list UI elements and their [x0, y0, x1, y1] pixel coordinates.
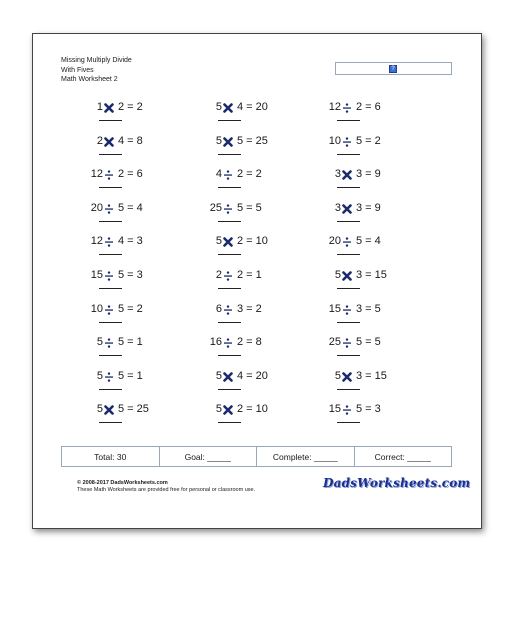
- answer-blank[interactable]: [218, 422, 241, 423]
- total-cell: Total: 30: [62, 447, 160, 466]
- answer-blank[interactable]: [99, 389, 122, 390]
- worksheet-page: [32, 33, 482, 529]
- operand-b-result: 2 = 2: [118, 101, 143, 113]
- result: 2: [255, 302, 262, 315]
- operand-b-result: 3 = 5: [356, 302, 381, 315]
- answer-blank[interactable]: [337, 154, 360, 155]
- answer-blank[interactable]: [218, 355, 241, 356]
- operand-a: 25: [209, 201, 222, 214]
- result: 15: [374, 269, 387, 281]
- operand-a: 15: [328, 302, 341, 315]
- divide-icon: [104, 236, 114, 248]
- operand-b-result: 5 = 4: [118, 201, 143, 214]
- equation: [200, 235, 284, 249]
- answer-blank[interactable]: [337, 254, 360, 255]
- problem-item: [81, 269, 165, 295]
- operand-a: 3: [334, 168, 341, 181]
- answer-blank[interactable]: [218, 254, 241, 255]
- operand-b: 5: [118, 369, 125, 382]
- title-line-1: Missing Multiply Divide: [61, 57, 132, 64]
- operand-b: 5: [237, 201, 244, 214]
- operand-a: 5: [96, 336, 103, 349]
- result: 25: [136, 403, 149, 416]
- answer-blank[interactable]: [99, 187, 122, 188]
- equation: [319, 370, 403, 384]
- result: 9: [374, 201, 381, 214]
- operand-a: 12: [90, 168, 103, 181]
- equation: [81, 135, 165, 149]
- answer-blank[interactable]: [337, 355, 360, 356]
- operand-b-result: 5 = 25: [237, 134, 268, 147]
- equation: [81, 336, 165, 350]
- operand-b-result: 5 = 2: [356, 134, 381, 147]
- divide-icon: [104, 337, 114, 349]
- operand-a: 20: [328, 235, 341, 248]
- operand-b: 3: [356, 302, 363, 315]
- operand-b: 2: [237, 403, 244, 416]
- operand-b-result: 4 = 20: [237, 369, 268, 382]
- result: 2: [136, 101, 143, 113]
- operand-a: 5: [215, 235, 222, 248]
- multiply-icon: [223, 371, 233, 383]
- divide-icon: [104, 304, 114, 316]
- result: 1: [255, 269, 262, 281]
- problem-item: [319, 269, 403, 295]
- equation: [319, 101, 403, 115]
- divide-icon: [342, 304, 352, 316]
- answer-blank[interactable]: [99, 322, 122, 323]
- operand-b: 5: [356, 134, 363, 147]
- equation: [319, 135, 403, 149]
- problem-item: [200, 101, 284, 127]
- operand-a: 20: [90, 201, 103, 214]
- operand-b: 2: [237, 269, 244, 281]
- operand-b: 4: [118, 235, 125, 248]
- multiply-icon: [342, 169, 352, 181]
- operand-b-result: 5 = 3: [356, 403, 381, 416]
- answer-blank[interactable]: [337, 187, 360, 188]
- divide-icon: [342, 337, 352, 349]
- operand-a: 16: [209, 336, 222, 349]
- copyright-notice: [77, 480, 255, 494]
- equation: [200, 135, 284, 149]
- title-line-3: Math Worksheet 2: [61, 76, 118, 83]
- operand-b: 2: [118, 168, 125, 181]
- equation: [319, 403, 403, 417]
- divide-icon: [342, 404, 352, 416]
- operand-a: 4: [215, 168, 222, 181]
- operand-b-result: 4 = 8: [118, 134, 143, 147]
- equation: [81, 269, 165, 283]
- result: 2: [374, 134, 381, 147]
- operand-b-result: 5 = 4: [356, 235, 381, 248]
- operand-b: 5: [118, 269, 125, 281]
- operand-b-result: 3 = 2: [237, 302, 262, 315]
- answer-blank[interactable]: [218, 221, 241, 222]
- operand-b: 3: [356, 201, 363, 214]
- answer-blank[interactable]: [99, 154, 122, 155]
- answer-blank[interactable]: [218, 120, 241, 121]
- operand-b: 5: [356, 235, 363, 248]
- answer-blank[interactable]: [337, 322, 360, 323]
- result: 8: [136, 134, 143, 147]
- operand-b: 5: [356, 336, 363, 349]
- equation: [319, 235, 403, 249]
- operand-b-result: 3 = 9: [356, 168, 381, 181]
- result: 25: [255, 134, 268, 147]
- equation: [81, 235, 165, 249]
- equation: [319, 336, 403, 350]
- result: 3: [136, 269, 143, 281]
- equation: [81, 370, 165, 384]
- result: 8: [255, 336, 262, 349]
- divide-icon: [342, 102, 352, 114]
- equation: [200, 101, 284, 115]
- problem-item: [319, 403, 403, 429]
- answer-key-box: [335, 62, 452, 75]
- multiply-icon: [104, 136, 114, 148]
- equation: [200, 202, 284, 216]
- answer-blank[interactable]: [337, 389, 360, 390]
- goal-cell: Goal: _____: [160, 447, 258, 466]
- equation: [319, 269, 403, 283]
- operand-a: 5: [334, 369, 341, 382]
- operand-a: 3: [334, 201, 341, 214]
- correct-cell: Correct: _____: [374, 451, 431, 462]
- answer-blank[interactable]: [99, 355, 122, 356]
- divide-icon: [223, 304, 233, 316]
- operand-a: 5: [215, 134, 222, 147]
- answer-blank[interactable]: [99, 288, 122, 289]
- problem-item: [81, 303, 165, 329]
- equation: [81, 101, 165, 115]
- worksheet-header: [61, 56, 132, 85]
- equation: [200, 303, 284, 317]
- operand-b-result: 5 = 3: [118, 269, 143, 281]
- result: 1: [136, 369, 143, 382]
- answer-blank[interactable]: [337, 422, 360, 423]
- operand-b: 3: [356, 369, 363, 382]
- equation: [200, 370, 284, 384]
- operand-a: 5: [334, 269, 341, 281]
- complete-cell: Complete: _____: [257, 447, 355, 466]
- result: 1: [136, 336, 143, 349]
- operand-b: 4: [118, 134, 125, 147]
- operand-a: 5: [215, 403, 222, 416]
- operand-b-result: 5 = 1: [118, 369, 143, 382]
- operand-a: 5: [96, 369, 103, 382]
- answer-blank[interactable]: [218, 322, 241, 323]
- operand-b-result: 2 = 6: [356, 101, 381, 113]
- operand-b-result: 5 = 5: [356, 336, 381, 349]
- result: 3: [374, 403, 381, 416]
- operand-a: 1: [96, 101, 103, 113]
- equation: [81, 303, 165, 317]
- operand-b-result: 3 = 15: [356, 369, 387, 382]
- multiply-icon: [223, 102, 233, 114]
- answer-blank[interactable]: [218, 187, 241, 188]
- answer-blank[interactable]: [337, 120, 360, 121]
- problem-item: [200, 235, 284, 261]
- multiply-icon: [104, 102, 114, 114]
- divide-icon: [223, 270, 233, 282]
- operand-b: 3: [237, 302, 244, 315]
- operand-b-result: 5 = 1: [118, 336, 143, 349]
- problem-item: [81, 168, 165, 194]
- equation: [200, 269, 284, 283]
- operand-b-result: 5 = 25: [118, 403, 149, 416]
- copyright-line: © 2008-2017 DadsWorksheets.com: [77, 480, 168, 486]
- operand-b: 2: [237, 168, 244, 181]
- divide-icon: [104, 270, 114, 282]
- problem-item: [81, 101, 165, 127]
- problem-item: [319, 336, 403, 362]
- operand-b: 5: [118, 403, 125, 416]
- operand-b: 2: [237, 235, 244, 248]
- equation: [319, 168, 403, 182]
- operand-a: 15: [90, 269, 103, 281]
- problem-item: [319, 235, 403, 261]
- answer-blank[interactable]: [337, 288, 360, 289]
- result: 10: [255, 403, 268, 416]
- answer-blank[interactable]: [99, 120, 122, 121]
- score-row: [61, 446, 452, 467]
- answer-blank[interactable]: [218, 389, 241, 390]
- equation: [319, 303, 403, 317]
- operand-b-result: 4 = 3: [118, 235, 143, 248]
- problem-item: [319, 303, 403, 329]
- problem-item: [200, 269, 284, 295]
- divide-icon: [104, 203, 114, 215]
- result: 3: [136, 235, 143, 248]
- divide-icon: [104, 169, 114, 181]
- answer-blank[interactable]: [99, 221, 122, 222]
- result: 4: [374, 235, 381, 248]
- problem-item: [200, 336, 284, 362]
- operand-a: 6: [215, 302, 222, 315]
- operand-b-result: 2 = 8: [237, 336, 262, 349]
- problem-item: [319, 135, 403, 161]
- operand-b-result: 5 = 2: [118, 302, 143, 315]
- result: 5: [255, 201, 262, 214]
- divide-icon: [223, 203, 233, 215]
- divide-icon: [104, 371, 114, 383]
- problem-item: [200, 202, 284, 228]
- answer-blank[interactable]: [99, 254, 122, 255]
- equation: [200, 403, 284, 417]
- answer-blank[interactable]: [99, 422, 122, 423]
- operand-b: 3: [356, 269, 363, 281]
- problem-item: [200, 168, 284, 194]
- operand-a: 5: [215, 369, 222, 382]
- multiply-icon: [223, 136, 233, 148]
- title-line-2: With Fives: [61, 66, 94, 74]
- operand-a: 2: [96, 134, 103, 147]
- equation: [200, 336, 284, 350]
- equation: [319, 202, 403, 216]
- operand-b: 5: [237, 134, 244, 147]
- operand-b: 4: [237, 369, 244, 382]
- operand-b: 3: [356, 168, 363, 181]
- result: 6: [374, 101, 381, 113]
- result: 4: [136, 201, 143, 214]
- operand-a: 12: [90, 235, 103, 248]
- operand-a: 15: [328, 403, 341, 416]
- operand-a: 2: [215, 269, 222, 281]
- operand-a: 10: [90, 302, 103, 315]
- multiply-icon: [342, 270, 352, 282]
- problem-item: [81, 336, 165, 362]
- usage-line: These Math Worksheets are provided free for personal or classroom use.: [77, 487, 256, 493]
- operand-b: 5: [118, 201, 125, 214]
- operand-a: 5: [215, 101, 222, 113]
- problem-item: [200, 370, 284, 396]
- operand-b-result: 2 = 1: [237, 269, 262, 281]
- result: 2: [136, 302, 143, 315]
- operand-b-result: 3 = 15: [356, 269, 387, 281]
- problem-item: [81, 202, 165, 228]
- result: 20: [255, 101, 268, 113]
- result: 2: [255, 168, 262, 181]
- result: 15: [374, 369, 387, 382]
- result: 10: [255, 235, 268, 248]
- result: 5: [374, 302, 381, 315]
- divide-icon: [223, 337, 233, 349]
- multiply-icon: [342, 371, 352, 383]
- operand-b: 4: [237, 101, 244, 113]
- problem-item: [200, 303, 284, 329]
- operand-a: 10: [328, 134, 341, 147]
- operand-b: 5: [118, 302, 125, 315]
- dadsworksheets-logo: DadsWorksheets.com: [323, 476, 471, 490]
- equation: [81, 403, 165, 417]
- answer-blank[interactable]: [337, 221, 360, 222]
- problem-item: [200, 403, 284, 429]
- divide-icon: [342, 136, 352, 148]
- problem-item: [319, 101, 403, 127]
- operand-b: 5: [356, 403, 363, 416]
- qr-code-icon[interactable]: ?: [389, 65, 397, 73]
- answer-blank[interactable]: [218, 154, 241, 155]
- operand-b: 2: [237, 336, 244, 349]
- operand-b-result: 5 = 5: [237, 201, 262, 214]
- result: 9: [374, 168, 381, 181]
- operand-b: 2: [118, 101, 125, 113]
- operand-b: 2: [356, 101, 363, 113]
- problem-item: [319, 202, 403, 228]
- multiply-icon: [342, 203, 352, 215]
- divide-icon: [223, 169, 233, 181]
- problem-item: [319, 168, 403, 194]
- operand-b-result: 2 = 10: [237, 235, 268, 248]
- result: 20: [255, 369, 268, 382]
- divide-icon: [342, 236, 352, 248]
- operand-a: 5: [96, 403, 103, 416]
- problem-item: [319, 370, 403, 396]
- problem-item: [81, 235, 165, 261]
- multiply-icon: [104, 404, 114, 416]
- operand-b-result: 2 = 6: [118, 168, 143, 181]
- result: 5: [374, 336, 381, 349]
- problem-item: [81, 370, 165, 396]
- operand-a: 25: [328, 336, 341, 349]
- equation: [200, 168, 284, 182]
- operand-b-result: 2 = 10: [237, 403, 268, 416]
- operand-b: 5: [118, 336, 125, 349]
- multiply-icon: [223, 404, 233, 416]
- problem-item: [81, 403, 165, 429]
- problem-item: [200, 135, 284, 161]
- equation: [81, 168, 165, 182]
- problem-item: [81, 135, 165, 161]
- operand-b-result: 2 = 2: [237, 168, 262, 181]
- operand-b-result: 4 = 20: [237, 101, 268, 113]
- multiply-icon: [223, 236, 233, 248]
- operand-a: 12: [328, 101, 341, 113]
- answer-blank[interactable]: [218, 288, 241, 289]
- result: 6: [136, 168, 143, 181]
- operand-b-result: 3 = 9: [356, 201, 381, 214]
- equation: [81, 202, 165, 216]
